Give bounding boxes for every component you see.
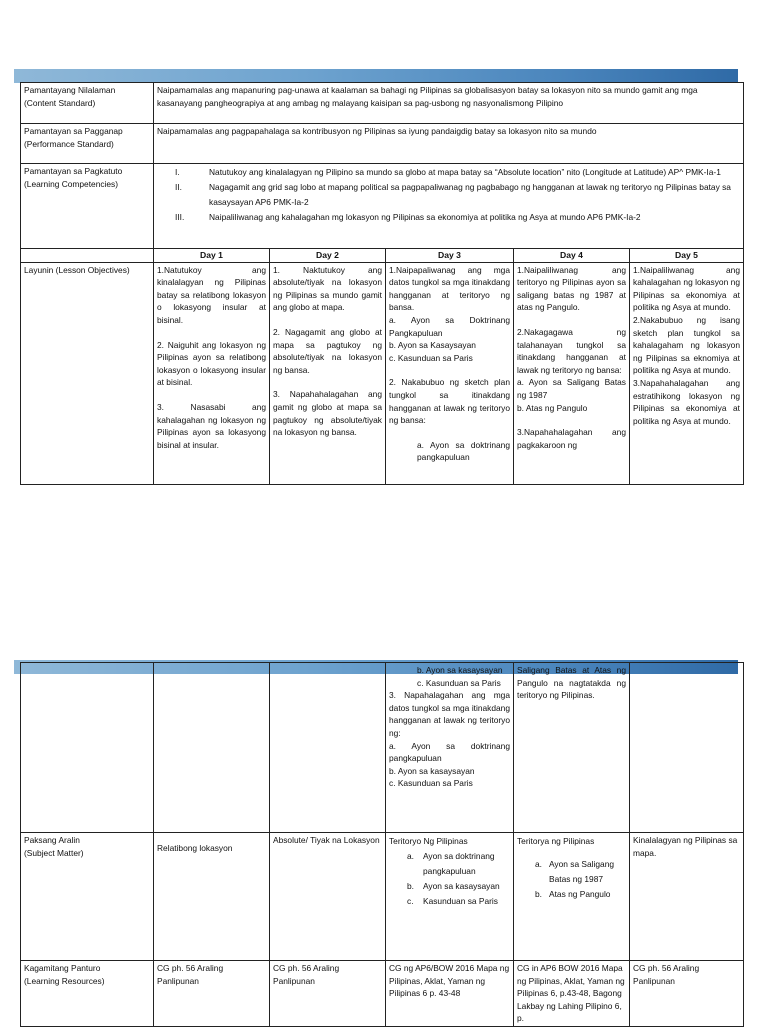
objectives-day5 [630,262,744,484]
subject-day1 [154,833,270,961]
content-standard-text: Naipamamalas ang mapanuring pag-unawa at kaalaman sa bahagi ng Pilipinas sa globalisasyon batay sa lokasyon nito sa mundo gamit ang mga kasanayang pangheograpiya at ang ambag ng malayang kaisipan sa pag-usbong ng nasyonalismong Pilipino [154,83,744,124]
objective-item: 1.Natutukoy ang kinalalagyan ng Pilipinas batay sa relatibong lokasyon o lokasyong insular at bisinal. [157,264,266,325]
objective-item: 3. Nasasabi ang kahalagahan ng lokasyon ng Pilipinas ayon sa lokasyong bisinal at insular. [157,401,266,450]
performance-standard-row [21,124,744,164]
label-line: (Subject Matter) [24,847,84,858]
content-standard-row [21,83,744,124]
resources-day5: CG ph. 56 Araling Panlipunan [630,961,744,1027]
competency-item [157,210,740,225]
label-line: (Content Standard) [24,97,96,108]
day-header-row [21,249,744,263]
list-marker: c. [407,896,414,906]
objective-item: 1. Naktutukoy ang absolute/tiyak na lokasyon ng Pilipinas sa mundo gamit ang globo at mapa. [273,264,382,313]
lesson-objectives-row [21,262,744,484]
objective-subitem: c. Kasunduan sa Paris [389,352,473,363]
continued-objectives-row [21,663,744,833]
objective-item: 1.Naipaliliwanag ang kahalagahan ng lokasyon ng Pilipinas sa ekonomiya at politika ng Asya at mundo. [633,264,740,313]
competency-number: I. [175,167,180,177]
objective-item: 2. Naiguhit ang lokasyon ng Pilipinas ayon sa relatibong lokasyon o lokasyong insular at bisinal. [157,339,266,388]
objective-subitem: b. Ayon sa kasaysayan [417,665,503,675]
cont-day3 [386,663,514,833]
subject-text: Relatibong lokasyon [157,843,233,853]
label-line: Kagamitang Panturo [24,963,101,973]
cont-blank [270,663,386,833]
subject-day5: Kinalalagyan ng Pilipinas sa mapa. [630,833,744,961]
day-header: Day 2 [270,249,386,263]
performance-standard-label [21,124,154,164]
cont-day4: Saligang Batas at Atas ng Pangulo na nagtatakda ng teritoryo ng Pilipinas. [514,663,630,833]
day-header: Day 4 [514,249,630,263]
resources-day4: CG in AP6 BOW 2016 Mapa ng Pilipinas, Aklat, Yaman ng Pilipinas 6, p.43-48, Bagong Lakbay ng Lahing Pilipino 6, p. [514,961,630,1027]
header-accent-bar [14,69,738,83]
objective-item: 2. Nagagamit ang globo at mapa sa pagtukoy ng absolute/tiyak na lokasyon ng bansa. [273,326,382,375]
subject-subitem [517,887,626,902]
label-line: (Performance Standard) [24,138,114,149]
cont-blank [154,663,270,833]
objective-item: 1.Naipaliliwanag ang teritoryo ng Pilipinas ayon sa saligang batas ng 1987 at atas ng Pangulo. [517,264,626,313]
day-header: Day 3 [386,249,514,263]
label-line: Pamantayang Nilalaman [24,85,116,95]
objective-item: 3. Napahahalagahan ang gamit ng globo at mapa sa pagtukoy ng absolute/tiyak na lokasyon ng bansa. [273,389,382,438]
label-line: Paksang Aralin [24,835,80,845]
cont-blank [21,663,154,833]
list-marker: b. [407,881,414,891]
competency-item [157,180,740,210]
subject-day4 [514,833,630,961]
objective-item: 1.Naipapaliwanag ang mga datos tungkol sa mga itinakdang hangganan at teritoryo ng bansa. [389,264,510,313]
learning-competencies-row [21,164,744,249]
subject-day3 [386,833,514,961]
subject-subitem [389,879,510,894]
objectives-day4 [514,262,630,484]
cont-blank [630,663,744,833]
page-gap [0,488,768,660]
list-marker: a. [407,851,414,861]
learning-competencies-label [21,164,154,249]
learning-competencies-list [154,164,744,249]
objective-item: 2.Nakabubuo ng isang sketch plan tungkol sa kahalagaham ng lokasyon ng Pilipinas sa eknomiya at politika ng Asya at mundo. [633,314,740,376]
day-header: Day 1 [154,249,270,263]
objective-subitem: a. Ayon sa Doktrinang Pangkapuluan [389,314,510,338]
competency-number: III. [175,212,185,222]
objective-item: 3.Napahahalagahan ang estratihikong lokasyon ng Pilipinas sa ekonomiya at politika ng Asya at mundo. [633,377,740,426]
competency-text: Natutukoy ang kinalalagyan ng Pilipino sa mundo sa globo at mapa batay sa “Absolute location” nito (Longitude at Latitude) AP^ PMK-Ia-1 [209,167,721,177]
subject-matter-label [21,833,154,961]
objective-item: 3. Napahalagahan ang mga datos tungkol sa mga itinakdang hangganan at lawak ng teritoryo ng: [389,690,510,738]
competency-item [157,165,740,180]
content-standard-label [21,83,154,124]
objective-subitem: b. Atas ng Pangulo [517,402,588,413]
list-marker: b. [535,889,542,899]
lesson-plan-table-page-2 [20,662,744,1027]
label-line: Pamantayan sa Pagganap [24,126,123,136]
day-header-blank [21,249,154,263]
subject-title: Teritorya ng Pilipinas [517,836,595,846]
resources-day3: CG ng AP6/BOW 2016 Mapa ng Pilipinas, Aklat, Yaman ng Pilipinas 6 p. 43-48 [386,961,514,1027]
objective-item: 2.Nakagagawa ng talahanayan tungkol sa itinakdang hangganan at lawak ng teritoryo ng bansa: [517,326,626,375]
competency-text: Naipaliliwanag ang kahalagahan mg lokasyon ng Pilipinas sa ekonomiya at politika ng Asya at mundo AP6 PMK-Ia-2 [209,212,641,222]
objective-subitem: b. Ayon sa Kasaysayan [389,340,476,351]
objective-subitem: c. Kasunduan sa Paris [389,778,473,789]
competency-text: Nagagamit ang grid sag lobo at mapang political sa pagpapaliwanag ng pagbabago ng hangganan at lawak ng teritoryo ng Pilipinas batay sa kasaysayan AP6 PMK-Ia-2 [209,182,731,207]
resources-day2: CG ph. 56 Araling Panlipunan [270,961,386,1027]
objectives-day2 [270,262,386,484]
list-marker: a. [535,859,542,869]
subject-subitem-text: Ayon sa doktrinang pangkapuluan [423,851,495,876]
subject-subitem-text: Atas ng Pangulo [549,889,611,899]
subject-subitem [389,849,510,879]
performance-standard-text: Naipamamalas ang pagpapahalaga sa kontribusyon ng Pilipinas sa iyung pandaigdig batay sa lokasyon nito sa mundo [154,124,744,164]
learning-resources-row [21,961,744,1027]
learning-resources-label [21,961,154,1027]
resources-day1: CG ph. 56 Araling Panlipunan [154,961,270,1027]
objective-subitem: b. Ayon sa kasaysayan [389,765,475,776]
day-header: Day 5 [630,249,744,263]
subject-subitem [389,894,510,909]
objective-item: 2. Nakabubuo ng sketch plan tungkol sa itinakdang hangganan at lawak ng teritoryo ng bansa: [389,377,510,426]
subject-subitem-text: Ayon sa kasaysayan [423,881,500,891]
subject-subitem-text: Ayon sa Saligang Batas ng 1987 [549,859,615,884]
objective-subitem: a. Ayon sa Saligang Batas ng 1987 [517,377,626,400]
lesson-plan-table-page-1 [20,82,744,485]
label-line: (Learning Resources) [24,975,105,986]
subject-matter-row [21,833,744,961]
objectives-day1 [154,262,270,484]
subject-subitem-text: Kasunduan sa Paris [423,896,498,906]
objective-subitem: c. Kasunduan sa Paris [417,677,501,688]
label-line: (Learning Competencies) [24,178,119,189]
subject-day2: Absolute/ Tiyak na Lokasyon [270,833,386,961]
lesson-objectives-label: Layunin (Lesson Objectives) [21,262,154,484]
subject-subitem [517,857,626,887]
objective-subitem: a. Ayon sa doktrinang pangkapuluan [417,439,510,463]
competency-number: II. [175,182,182,192]
label-line: Pamantayan sa Pagkatuto [24,166,123,176]
objective-subitem: a. Ayon sa doktrinang pangkapuluan [389,740,510,764]
objectives-day3 [386,262,514,484]
subject-title: Teritoryo Ng Pilipinas [389,836,468,846]
objective-item: 3.Napahahalagahan ang pagkakaroon ng [517,427,626,450]
